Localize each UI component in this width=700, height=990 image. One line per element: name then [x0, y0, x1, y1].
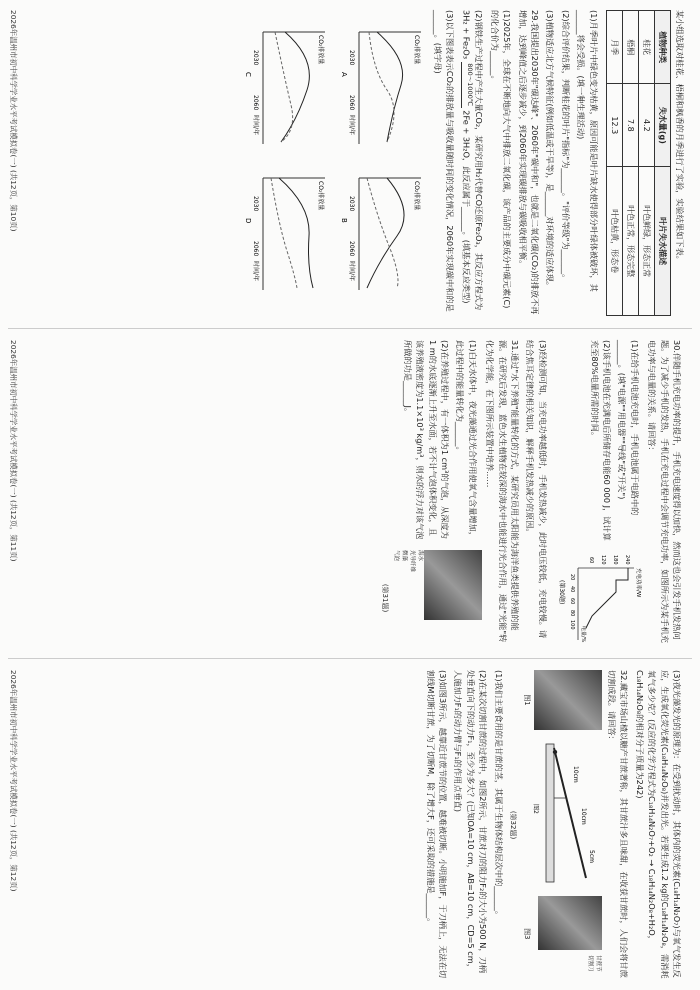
y-label: CO₂排放量 — [317, 181, 325, 211]
equation-prefix: (2)钢铁生产过程中产生大量CO₂，某研究用H₂代替CO还原Fe₂O₃，其反应方程式为 3H₂ + Fe₂O₃ — [461, 10, 485, 311]
aquarium-photo — [424, 550, 482, 620]
page-divider — [8, 328, 692, 329]
table-row — [622, 11, 638, 316]
figure-2 — [522, 738, 598, 888]
question-30: 30.伴随手机充电功率的提升，手机充电速度得以加快，然而这也会引发手机发热问题。为了减少手机的发热，手机在充电过程中会调节充电功率，如图所示为某手机充电功率与电量的关系。请回答： — [647, 340, 682, 643]
y-label: CO₂排放量 — [413, 35, 421, 65]
page-divider — [8, 658, 692, 659]
figure-label: 图2 — [531, 804, 539, 814]
pivot-point — [552, 750, 556, 754]
question-text: (2)在某次切割甘蔗的过程中，如图2所示，甘蔗对刀的阻力F₂的大小为500 N，刀柄处垂直向下的动力F₁，至少为多大？(已知OA=10 cm，AB=10 cm，CD=5 cm，人施加力F₁的动力臂与F₁的作用点垂直) — [453, 670, 489, 973]
absorption-curve — [275, 32, 293, 142]
table-cell: 4.2 — [638, 84, 654, 167]
q30-figure — [552, 554, 644, 646]
tick-label: 2030 — [252, 50, 260, 66]
emission-curve — [367, 178, 404, 288]
table-cell: 梧桐 — [622, 11, 638, 84]
cane-node-photo — [538, 896, 602, 950]
question-29: 29.我国提出2030年"碳达峰"、2060年"碳中和"，也就是二氧化碳(CO₂)的排放不再增加，达到峰值之后逐步减少，到2060年实现碳排放与碳吸收相平衡。 — [517, 10, 540, 315]
question-text: (3)经检测可知，当充电功率越低时，手机发热减少，此时电压较低，充电较慢。请结合焦耳定律的相关知识，解释手机发热减少的原因。 — [525, 340, 548, 639]
x-label: 时间/年 — [348, 115, 356, 136]
figure-label: 图3 — [522, 928, 531, 940]
chart-letter: A — [340, 72, 349, 77]
table-cell: 叶色正常，形态完整 — [622, 167, 638, 316]
x-tick: 60 — [568, 598, 575, 605]
sugarcane-photo — [534, 670, 602, 730]
power-line — [586, 568, 628, 628]
question-31: 31.通过"水下养殖"能量转化的方式，某研究员用太阳能为海洋鱼类提供养殖的能源。在研究后发现，蓝色水生植物在较深的海水中也能进行光合作用，通过"光能"转化为化学能，在下图所示装置中培养…… — [485, 340, 520, 643]
table-cell: 桂花 — [638, 11, 654, 84]
tick-label: 2060 — [252, 95, 260, 111]
x-tick: 100 — [568, 620, 575, 630]
chart-letter: C — [244, 72, 253, 77]
page-12 — [0, 660, 700, 990]
table-cell: 月季 — [606, 11, 622, 84]
y-label: CO₂排放量 — [317, 35, 325, 65]
results-table — [606, 10, 671, 316]
question-text: (1)2025年，全球在不断地向大气中排放二氧化碳，该产品的主要成分中碳元素(C)的化合价为______。 — [489, 10, 513, 309]
question-text: (3)夜光藻发光的原理为：在受到扰动时，其体内的荧光素(C₁₈H₁₄N₂O₇)与氧气发生反应，生成氧化荧光素(C₁₈H₁₄N₂O₈)并发出光。若要生成1.2 kg的C₁₈H₁₄N₂O₈，需消耗氧气多少克？(反应的化学方程式为C₁₈H₁₄N₂O₇+O₂ → C₁₈H₁₄N₂O₈+H₂O，C₁₈H₁₄N₂O₈的相对分子质量为242) — [634, 670, 682, 979]
photo-label: 微藻 — [400, 550, 407, 562]
tick-label: 2060 — [348, 241, 356, 257]
tick-label: 2030 — [252, 196, 260, 212]
question-32: 32.藏宝市场山楂以糖产甘蔗著称，其甘蔗汁多且味甜，在收获甘蔗时，人们会将甘蔗切割成段。请回答： — [606, 670, 630, 978]
table-row — [606, 11, 622, 316]
chart-d-svg — [245, 156, 331, 296]
q30-text — [552, 340, 644, 548]
y-tick: 180 — [611, 555, 618, 565]
page-footer: 2026年温州市初中科学学业水平考试模拟卷(一) (共12页，第10页) — [9, 10, 18, 232]
tick-label: 2060 — [252, 241, 260, 257]
chart-b-svg — [341, 156, 427, 296]
tick-label: 2030 — [348, 196, 356, 212]
photo-label: 气泡 — [392, 550, 399, 562]
figure-1 — [522, 670, 602, 730]
chart-letter: D — [244, 218, 253, 224]
dimension-label: 10cm — [579, 808, 587, 825]
table-cell: 7.8 — [622, 84, 638, 167]
figure-label: 图1 — [522, 694, 531, 706]
chart-letter: B — [340, 218, 349, 223]
y-tick: 120 — [599, 555, 606, 565]
tick-label: 2030 — [348, 50, 356, 66]
chart-a — [337, 10, 427, 150]
question-text: (1)白天水体中，夜光藻通过光合作用使氧气含量增加，此过程中的能量转化为______。 — [455, 340, 478, 540]
x-tick: 40 — [568, 586, 575, 593]
figure-caption: (第31题) — [380, 583, 389, 613]
table-header: 失水量(g) — [654, 84, 670, 167]
x-label: 电量/% — [579, 626, 586, 643]
question-text: (2)在养殖过程中，有一体积为1 cm³的气泡，从深度为1 m的水底逐渐上升至水面，若不计气泡体积变化，且该养殖液密度为1.1×10³ kg/m³，则水的浮力对该气泡所做的功是______J。 — [402, 340, 450, 540]
question-text: (2)该手机电池在充满电后所储存电能60 000 J，试计算充至80%电量所需的时间。 — [589, 340, 612, 541]
reaction-condition: 800～1000℃ — [465, 63, 474, 107]
page-footer: 2026年温州市初中科学学业水平考试模拟卷(一) (共12页，第11页) — [9, 340, 18, 562]
photo-label: 切割刀 — [586, 955, 593, 972]
base-board — [546, 744, 554, 882]
chart-c — [241, 10, 331, 150]
x-tick: 20 — [568, 574, 575, 581]
emission-curve — [377, 32, 403, 142]
page-footer: 2026年温州市初中科学学业水平考试模拟卷(一) (共12页，第12页) — [9, 670, 18, 892]
question-text: (1)我们主要食用的是甘蔗的茎，其属于生物体结构层次中的______。 — [493, 670, 504, 920]
question-text: (1)月季叶片中绿色变为枯黄，原因可能是叶片缺水使得部分叶绿体被破坏，其______将会受损。(填一种生理活动) — [576, 10, 599, 292]
table-cell: 12.3 — [606, 84, 622, 167]
table-header: 叶片失水描述 — [654, 167, 670, 316]
absorption-curve — [271, 178, 297, 288]
y-tick: 240 — [623, 555, 630, 565]
photo-label: 甘蔗节 — [594, 955, 601, 972]
intro-text: 某小组选取对桂花、梧桐和枫香的月季进行了实验，实验结果如下表。 — [675, 10, 685, 264]
table-header: 植物种类 — [654, 11, 670, 84]
question-text — [459, 10, 485, 316]
q31-text — [380, 340, 482, 544]
q32-figures — [522, 670, 602, 980]
emission-curve — [281, 32, 309, 142]
x-label: 时间/年 — [252, 261, 260, 282]
q31-figure — [380, 550, 482, 646]
photo-label: 光导纤维 — [408, 550, 415, 573]
reaction-arrow — [459, 62, 473, 108]
x-label: 时间/年 — [252, 115, 260, 136]
equation-suffix: 2Fe + 3H₂O，此反应属于______。(填基本反应类型) — [461, 110, 472, 304]
chart-b — [337, 156, 427, 296]
table-cell: 叶色鲜绿，形态正常 — [638, 167, 654, 316]
figure-caption: (第32题) — [508, 810, 517, 840]
page-10 — [0, 0, 700, 326]
q31-block — [380, 340, 482, 646]
q30-block — [552, 340, 644, 646]
y-label: CO₂排放量 — [413, 181, 421, 211]
arrow-line — [461, 62, 462, 108]
emission-charts — [241, 10, 427, 316]
question-text: (3)以下图表表示CO₂的排放量与吸收量随时间的变化情况，2060年实现碳中和的是______。(填字母) — [432, 10, 455, 312]
question-text: (3)如图3所示，越靠近甘蔗节的位置，越难被切断。小明施加F，于刀柄上，无法在切割线M切断甘蔗，为了切断M，除了增大F，还可采取的措施是______。 — [425, 670, 448, 979]
figure-caption: (第30题) — [557, 580, 565, 605]
page-11 — [0, 330, 700, 656]
question-text: (3)植物适应北方气候特征(例如低温或干旱等)，是______对环境的适应体现。 — [545, 10, 556, 290]
chart-a-svg — [341, 10, 427, 150]
figure-3 — [522, 896, 602, 972]
table-cell: 叶色枯黄，形态卷 — [606, 167, 622, 316]
question-text: (2)综合评价结果，判断桂花的叶片"指标"为______。"评价等级"为______。 — [560, 10, 571, 283]
dimension-label: 5cm — [587, 850, 595, 863]
chart-c-svg — [245, 10, 331, 150]
y-tick: 60 — [587, 557, 594, 564]
emission-curve — [279, 178, 313, 288]
dimension-label: 10cm — [571, 766, 579, 783]
chart-title: 充电功率/W — [634, 568, 641, 598]
absorption-curve — [367, 178, 398, 288]
lever-diagram — [526, 738, 598, 888]
chart-d — [241, 156, 331, 296]
power-chart — [556, 554, 644, 646]
x-tick: 80 — [568, 610, 575, 617]
tick-label: 2060 — [348, 95, 356, 111]
x-label: 时间/年 — [348, 261, 356, 282]
question-text: (1)在给手机电池充电时，手机电池属于电路中的______。(填"电源""用电器""导线"或"开关") — [617, 340, 640, 516]
table-row — [638, 11, 654, 316]
photo-label: 海水 — [416, 550, 423, 562]
